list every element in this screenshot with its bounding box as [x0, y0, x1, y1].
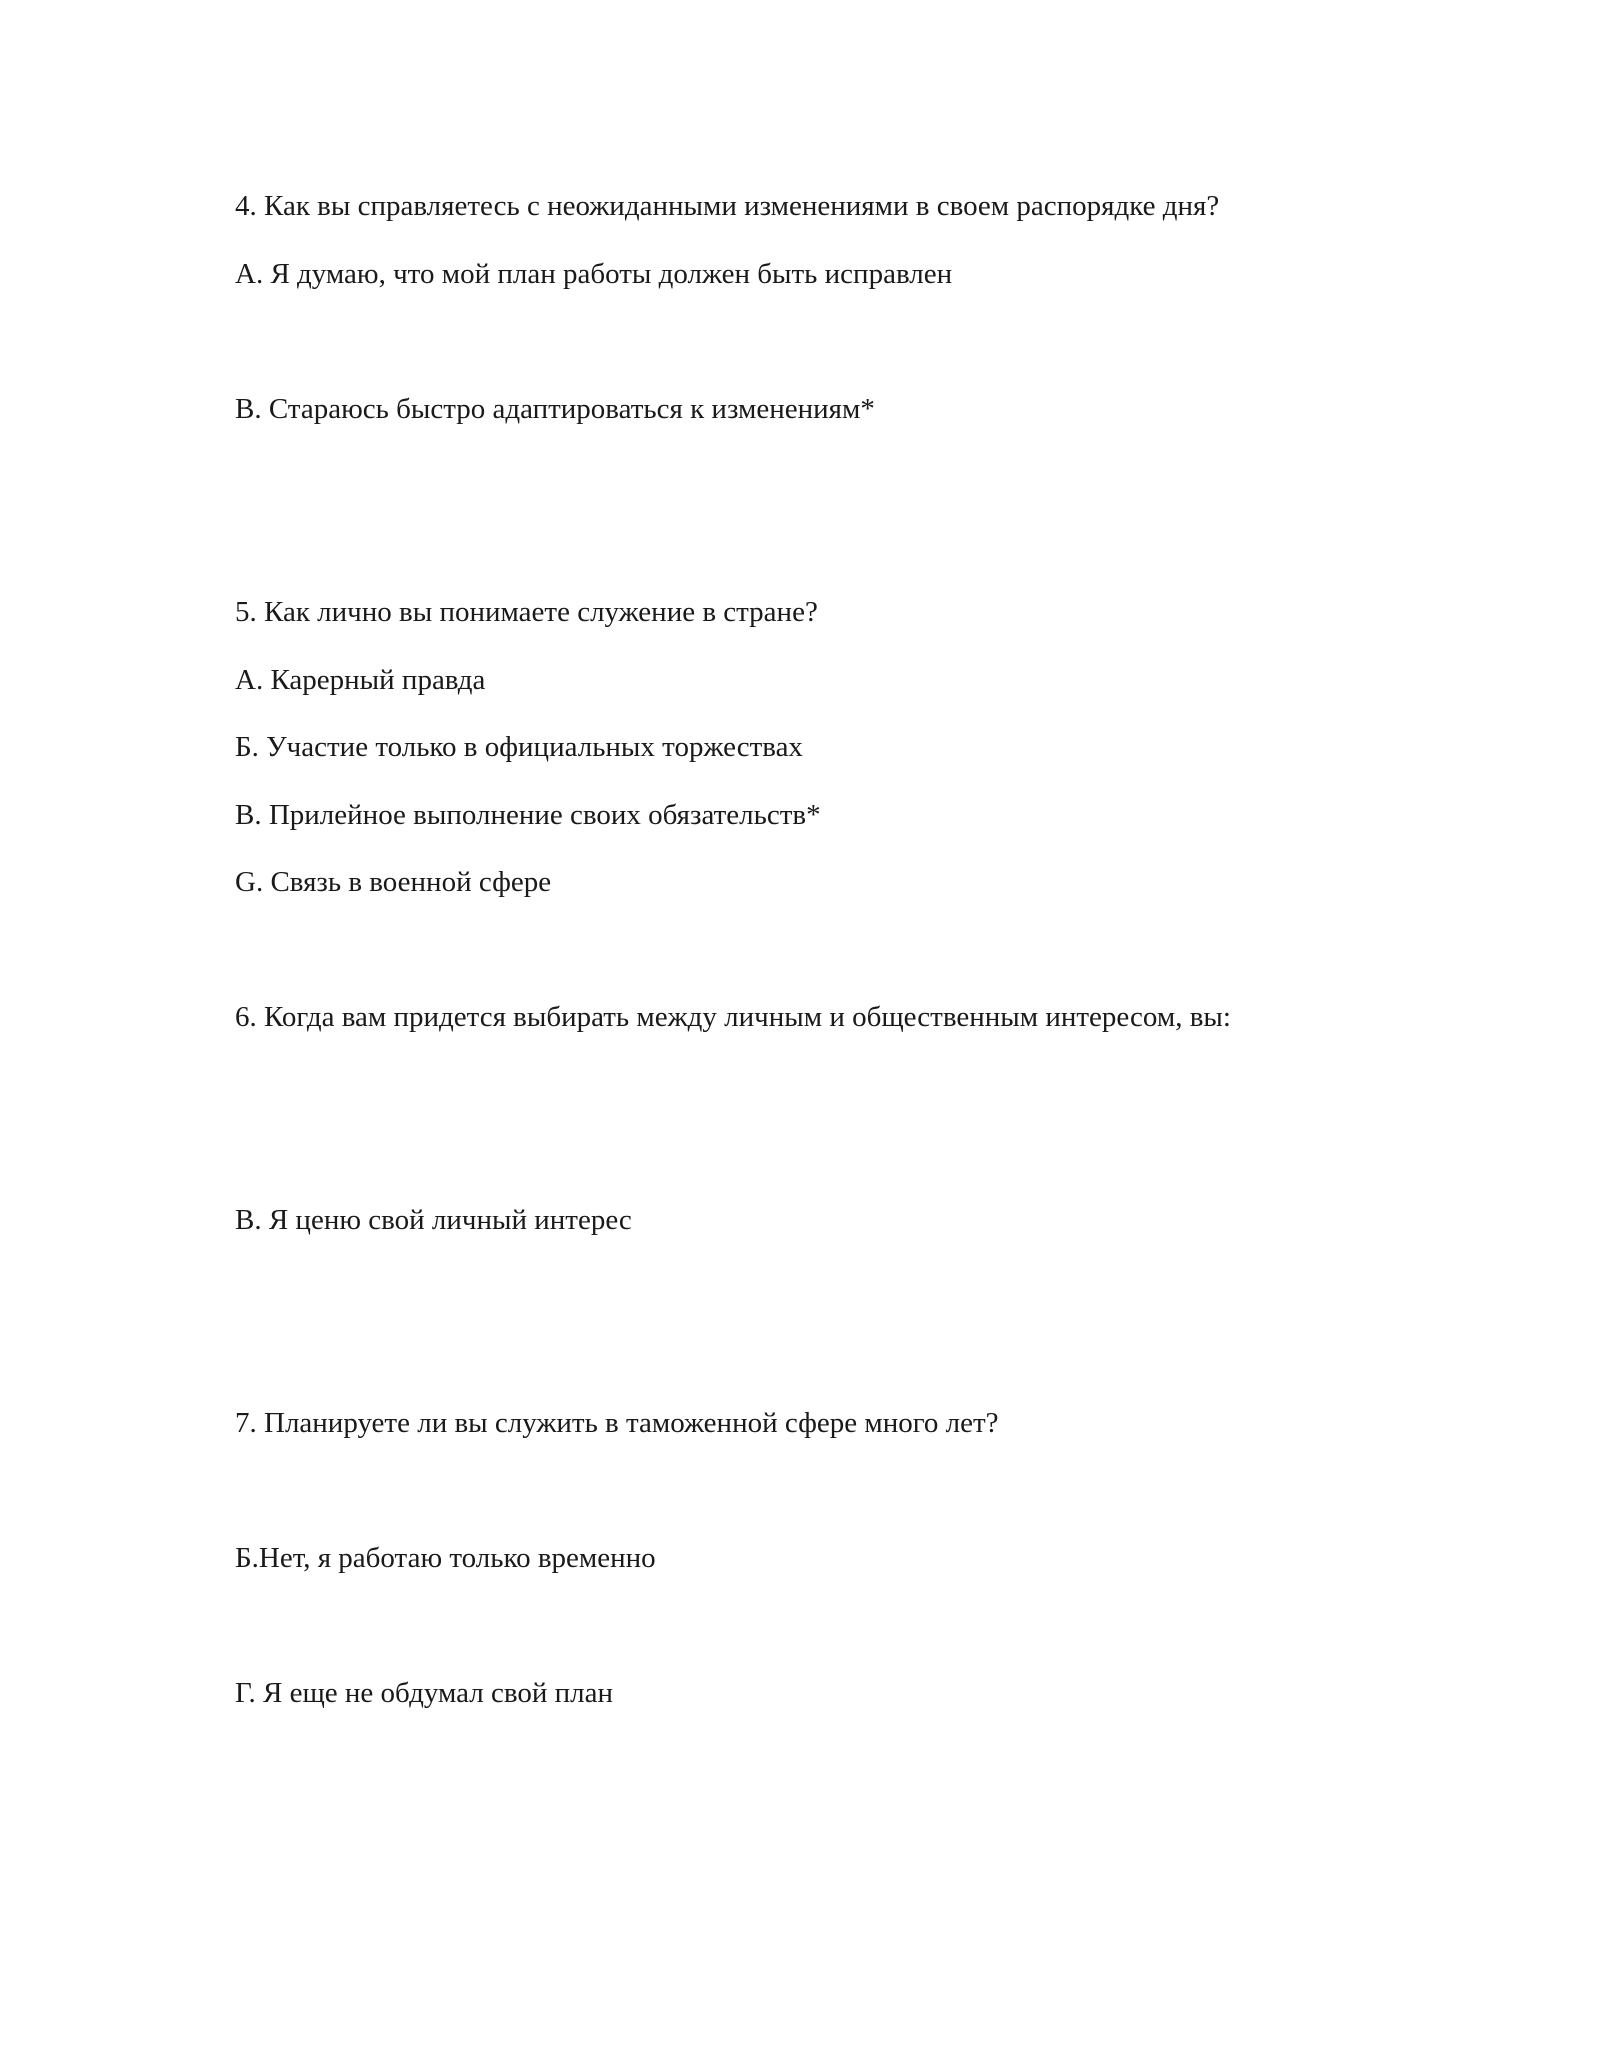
question-4-text: 4. Как вы справляетесь с неожиданными изменениями в своем распорядке дня? — [235, 190, 1220, 222]
question-5-text: 5. Как лично вы понимаете служение в стране? — [235, 596, 818, 628]
question-5-option-g: G. Связь в военной сфере — [235, 866, 552, 898]
question-7-text: 7. Планируете ли вы служить в таможенной сфере много лет? — [235, 1407, 999, 1439]
question-6-text: 6. Когда вам придется выбирать между личным и общественным интересом, вы: — [235, 1001, 1231, 1033]
question-6-option-v: В. Я ценю свой личный интерес — [235, 1204, 632, 1236]
question-5-option-a: А. Карерный правда — [235, 664, 486, 696]
question-4-option-a: А. Я думаю, что мой план работы должен быть исправлен — [235, 258, 953, 290]
question-5-option-v: В. Прилейное выполнение своих обязательств* — [235, 799, 821, 831]
question-7-option-b: Б.Нет, я работаю только временно — [235, 1542, 656, 1574]
question-5-option-b: Б. Участие только в официальных торжествах — [235, 731, 803, 763]
question-7-option-g: Г. Я еще не обдумал свой план — [235, 1677, 613, 1709]
question-4-option-v: В. Стараюсь быстро адаптироваться к изменениям* — [235, 393, 875, 425]
